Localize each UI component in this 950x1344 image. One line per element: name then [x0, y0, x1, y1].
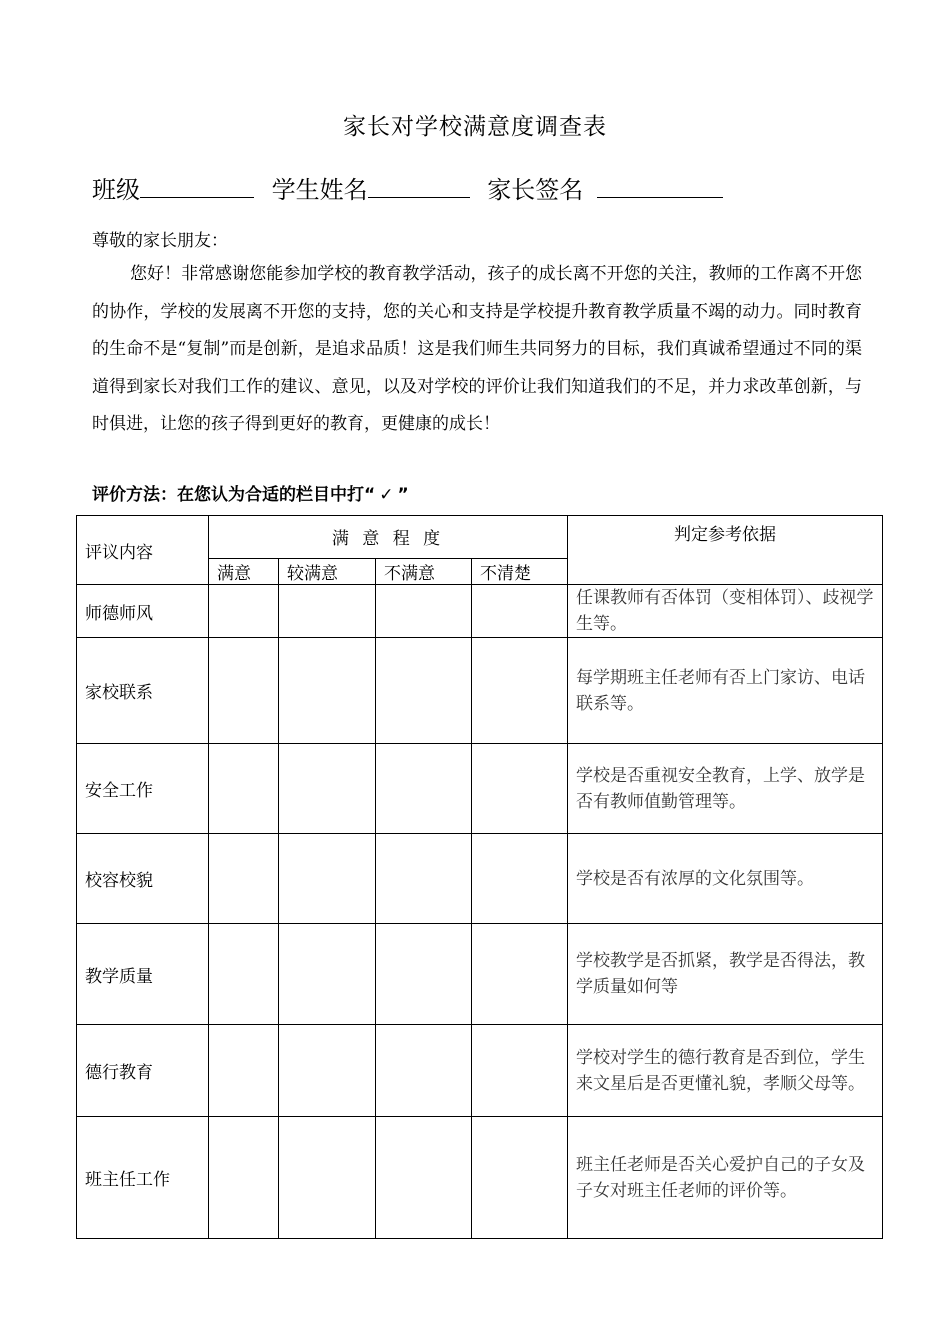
rating-cell-unsatisfied[interactable]: [376, 638, 472, 744]
rating-cell-unclear[interactable]: [472, 834, 568, 924]
row-topic: 安全工作: [77, 744, 209, 834]
rating-cell-unclear[interactable]: [472, 924, 568, 1025]
row-basis: 学校是否有浓厚的文化氛围等。: [568, 834, 883, 924]
rating-cell-satisfied[interactable]: [209, 924, 279, 1025]
rating-cell-unsatisfied[interactable]: [376, 834, 472, 924]
rating-cell-unclear[interactable]: [472, 1117, 568, 1239]
table-row: [77, 1025, 883, 1117]
rating-cell-unsatisfied[interactable]: [376, 1117, 472, 1239]
document-title: 家长对学校满意度调查表: [343, 114, 607, 140]
rating-cell-fairly-satisfied[interactable]: [279, 638, 376, 744]
rating-cell-fairly-satisfied[interactable]: [279, 744, 376, 834]
header-topic: 评议内容: [77, 516, 209, 585]
rating-cell-unsatisfied[interactable]: [376, 1025, 472, 1117]
row-basis: 任课教师有否体罚（变相体罚）、歧视学生等。: [568, 585, 883, 638]
rating-cell-unclear[interactable]: [472, 1025, 568, 1117]
class-blank[interactable]: [140, 175, 254, 198]
method-label: 评价方法：在您认为合适的栏目中打“: [92, 485, 376, 505]
row-topic: 师德师风: [77, 585, 209, 638]
row-basis: 班主任老师是否关心爱护自己的子女及子女对班主任老师的评价等。: [568, 1117, 883, 1239]
rating-cell-fairly-satisfied[interactable]: [279, 585, 376, 638]
rating-cell-fairly-satisfied[interactable]: [279, 1117, 376, 1239]
table-row: [77, 585, 883, 638]
rating-cell-satisfied[interactable]: [209, 585, 279, 638]
class-label: 班级: [92, 176, 140, 204]
row-topic: 家校联系: [77, 638, 209, 744]
rating-cell-unclear[interactable]: [472, 744, 568, 834]
rating-cell-fairly-satisfied[interactable]: [279, 924, 376, 1025]
row-topic: 校容校貌: [77, 834, 209, 924]
header-option-unclear: 不清楚: [472, 559, 568, 585]
rating-cell-satisfied[interactable]: [209, 834, 279, 924]
row-basis: 学校是否重视安全教育，上学、放学是否有教师值勤管理等。: [568, 744, 883, 834]
intro-paragraph: 您好！非常感谢您能参加学校的教育教学活动，孩子的成长离不开您的关注，教师的工作离不开您的协作，学校的发展离不开您的支持，您的关心和支持是学校提升教育教学质量不竭的动力。同时教育的生命不是“复制”而是创新，是追求品质！这是我们师生共同努力的目标，我们真诚希望通过不同的渠道得到家长对我们工作的建议、意见，以及对学校的评价让我们知道我们的不足，并力求改革创新，与时俱进，让您的孩子得到更好的教育，更健康的成长！: [92, 264, 862, 434]
header-option-satisfied: 满意: [209, 559, 279, 585]
row-basis: 每学期班主任老师有否上门家访、电话联系等。: [568, 638, 883, 744]
method-close-quote: ”: [397, 485, 409, 505]
table-row: [77, 1117, 883, 1239]
evaluation-method: [92, 480, 409, 505]
row-topic: 德行教育: [77, 1025, 209, 1117]
row-topic: 教学质量: [77, 924, 209, 1025]
rating-cell-fairly-satisfied[interactable]: [279, 834, 376, 924]
rating-cell-fairly-satisfied[interactable]: [279, 1025, 376, 1117]
rating-cell-satisfied[interactable]: [209, 638, 279, 744]
rating-cell-unclear[interactable]: [472, 585, 568, 638]
survey-table: [76, 515, 883, 1239]
rating-cell-unsatisfied[interactable]: [376, 744, 472, 834]
row-topic: 班主任工作: [77, 1117, 209, 1239]
rating-cell-satisfied[interactable]: [209, 744, 279, 834]
row-basis: 学校对学生的德行教育是否到位，学生来文星后是否更懂礼貌，孝顺父母等。: [568, 1025, 883, 1117]
rating-cell-satisfied[interactable]: [209, 1117, 279, 1239]
student-name-blank[interactable]: [368, 175, 470, 198]
table-row: [77, 744, 883, 834]
header-basis: 判定参考依据: [568, 516, 883, 585]
table-row: [77, 834, 883, 924]
rating-cell-unsatisfied[interactable]: [376, 924, 472, 1025]
info-fields: [92, 170, 892, 205]
rating-cell-satisfied[interactable]: [209, 1025, 279, 1117]
greeting: 尊敬的家长朋友：: [92, 231, 228, 251]
table-row: [77, 924, 883, 1025]
parent-signature-label: 家长签名: [487, 176, 584, 204]
table-row: [77, 638, 883, 744]
rating-cell-unsatisfied[interactable]: [376, 585, 472, 638]
header-satisfaction-degree: 满 意 程 度: [209, 516, 568, 559]
parent-signature-blank[interactable]: [597, 175, 723, 198]
row-basis: 学校教学是否抓紧，教学是否得法，教学质量如何等: [568, 924, 883, 1025]
student-name-label: 学生姓名: [271, 176, 368, 204]
checkmark-icon: ✓: [379, 485, 394, 505]
header-option-fairly-satisfied: 较满意: [279, 559, 376, 585]
header-option-unsatisfied: 不满意: [376, 559, 472, 585]
rating-cell-unclear[interactable]: [472, 638, 568, 744]
